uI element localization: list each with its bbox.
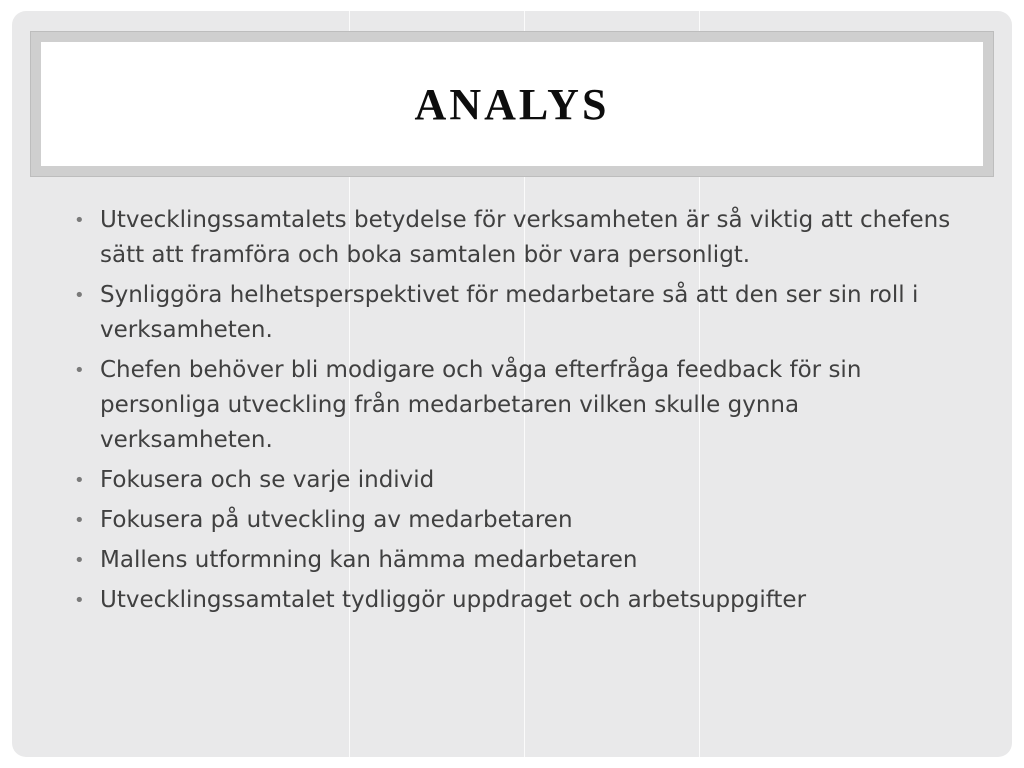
bullet-item: [74, 503, 954, 538]
bullet-icon: •: [74, 210, 85, 231]
bullet-text: Fokusera och se varje individ: [100, 467, 435, 493]
bullet-icon: •: [74, 510, 85, 531]
slide-title: ANALYS: [414, 79, 610, 129]
bullet-icon: •: [74, 550, 85, 571]
bullet-item: [74, 463, 954, 498]
bullet-item: [74, 583, 954, 618]
bullet-text: Mallens utformning kan hämma medarbetaren: [100, 547, 638, 573]
bullet-text: Chefen behöver bli modigare och våga efterfråga feedback för sin personliga utveckling från medarbetaren vilken skulle gynna verksamheten.: [100, 357, 862, 453]
title-box: [41, 42, 983, 166]
bullet-item: [74, 203, 954, 273]
bullet-text: Synliggöra helhetsperspektivet för medarbetare så att den ser sin roll i verksamheten.: [100, 282, 919, 343]
bullet-icon: •: [74, 360, 85, 381]
slide: [12, 11, 1012, 757]
bullet-text: Fokusera på utveckling av medarbetaren: [100, 507, 573, 533]
bullet-item: [74, 353, 954, 458]
title-frame: [30, 31, 994, 177]
bullet-icon: •: [74, 285, 85, 306]
bullet-item: [74, 543, 954, 578]
bullet-list: [74, 203, 954, 623]
bullet-text: Utvecklingssamtalet tydliggör uppdraget och arbetsuppgifter: [100, 587, 807, 613]
bullet-text: Utvecklingssamtalets betydelse för verksamheten är så viktig att chefens sätt att framföra och boka samtalen bör vara personligt.: [100, 207, 951, 268]
bullet-icon: •: [74, 590, 85, 611]
bullet-icon: •: [74, 470, 85, 491]
bullet-item: [74, 278, 954, 348]
